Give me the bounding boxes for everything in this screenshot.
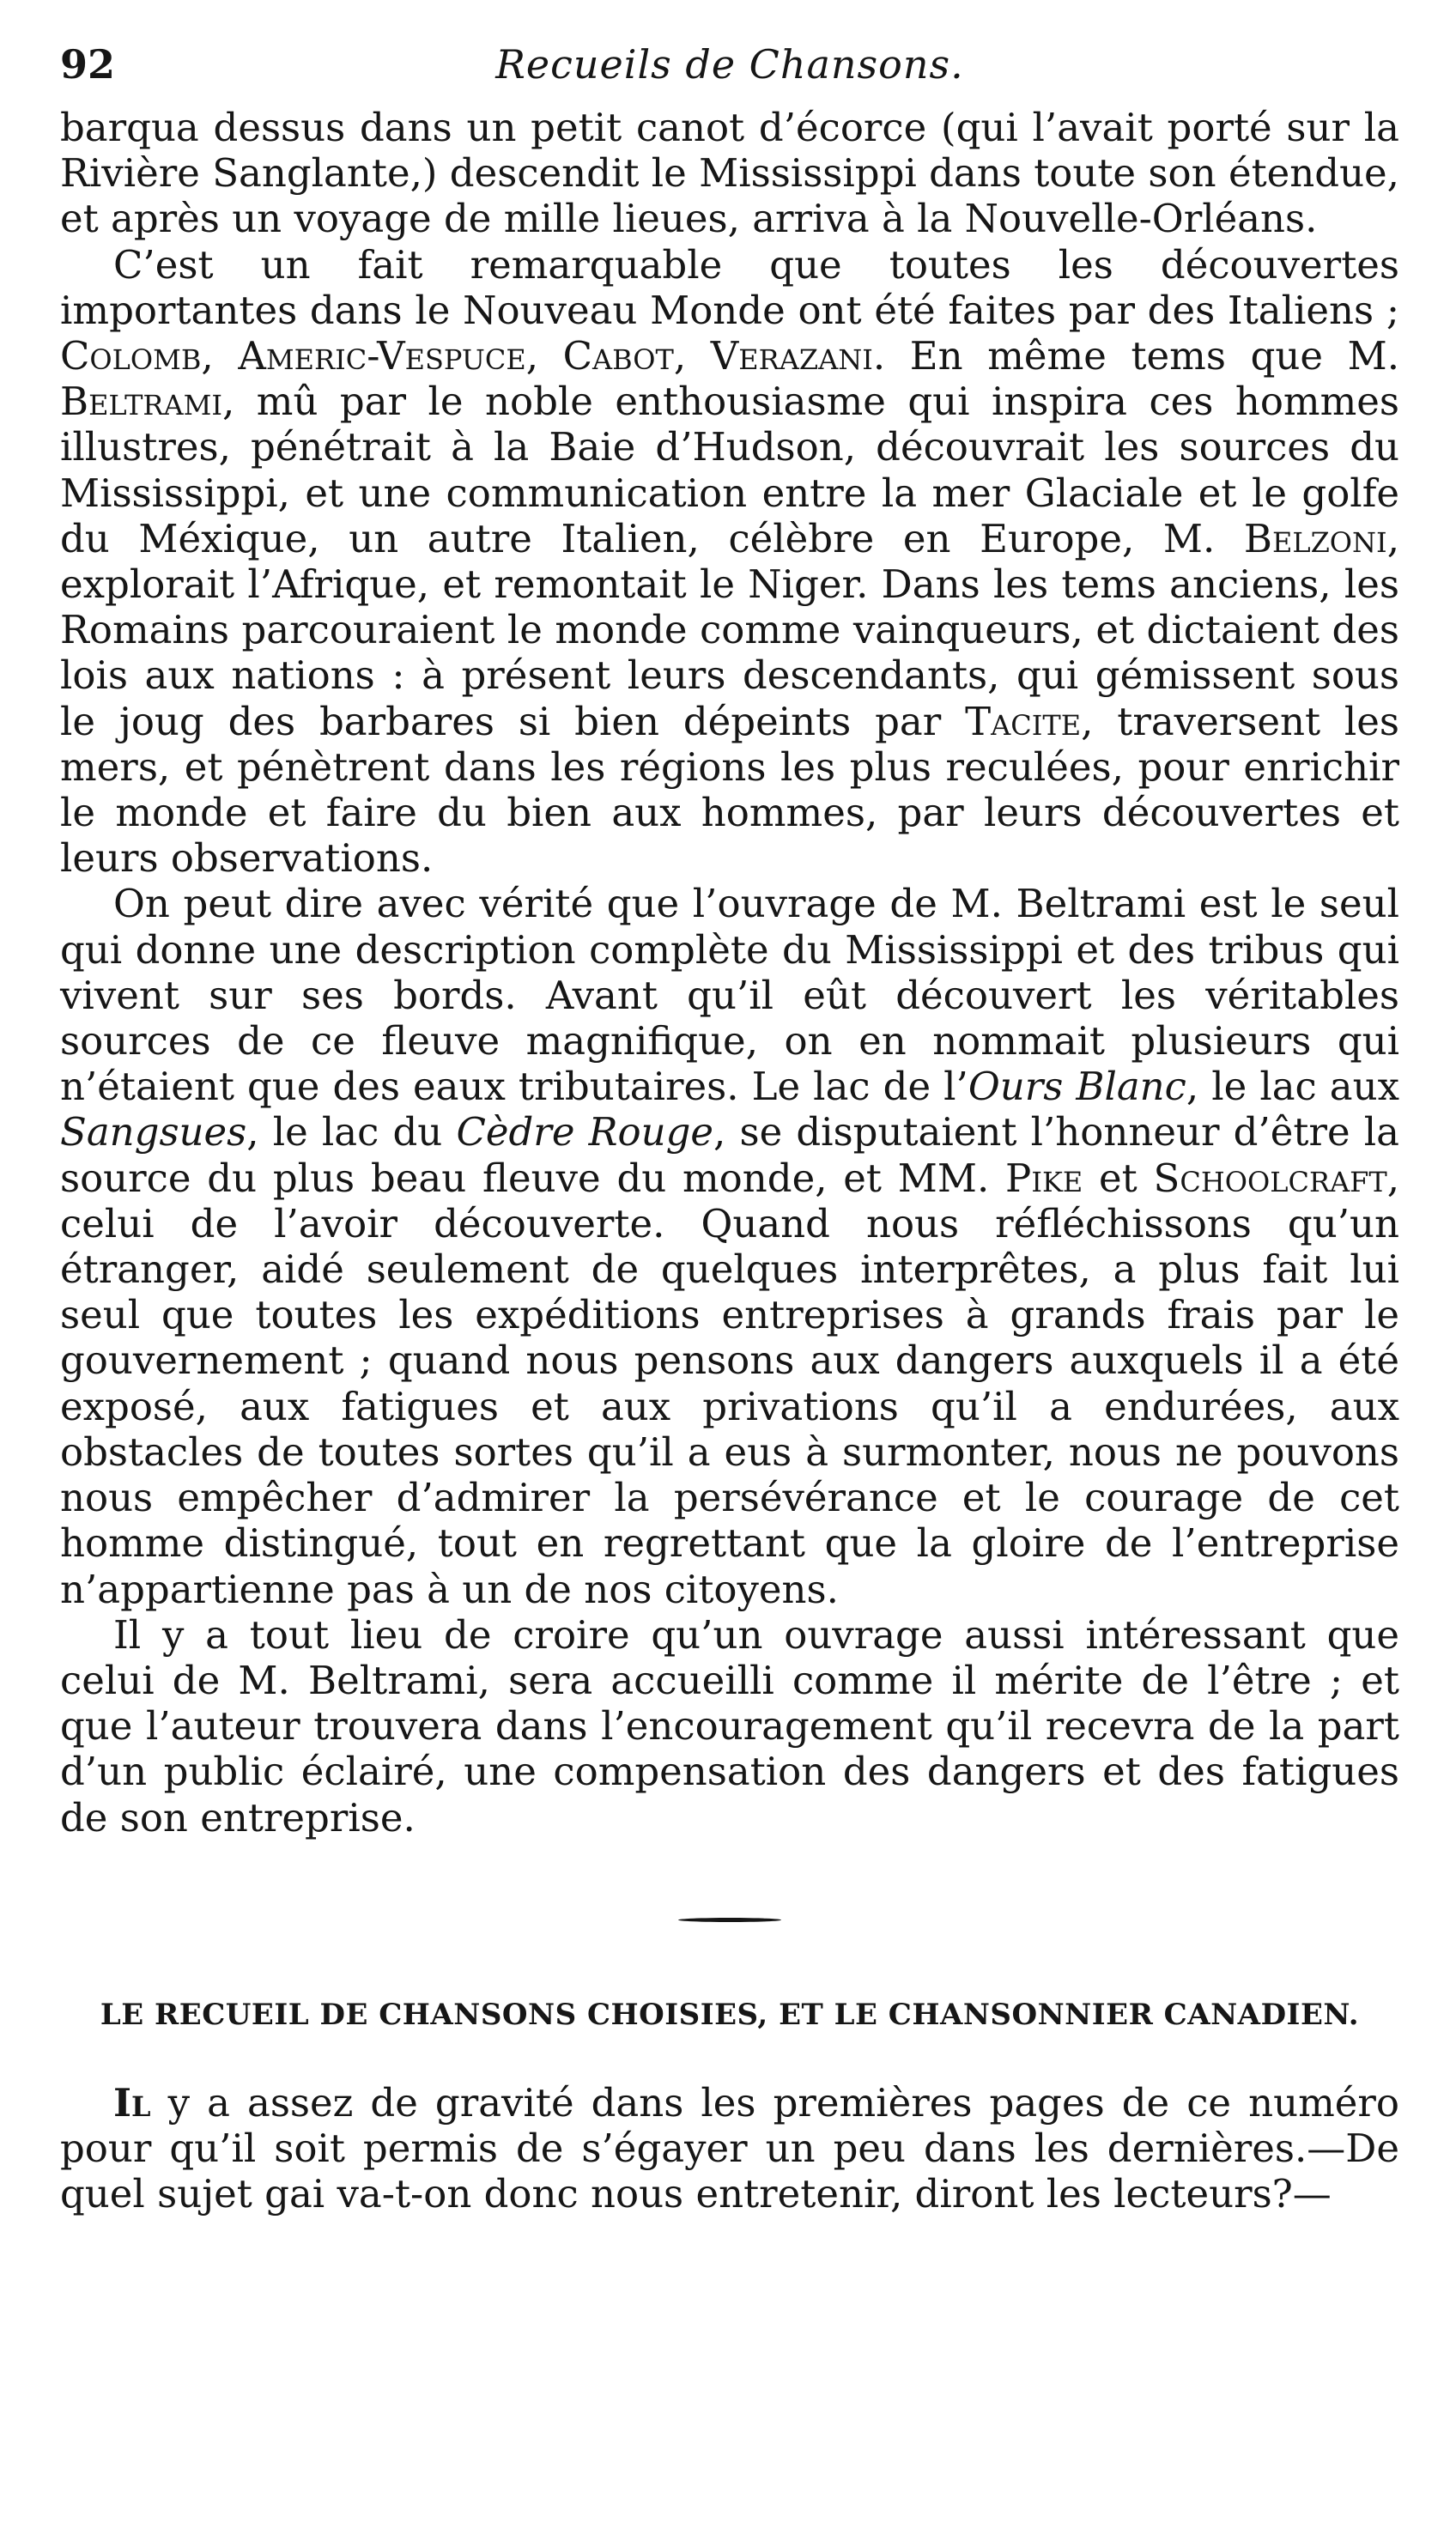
body-text <box>60 105 1399 1841</box>
running-title: Recueils de Chansons. <box>495 41 964 88</box>
running-head <box>60 34 1399 94</box>
name-tacite: Tacite <box>965 698 1082 744</box>
page-number: 92 <box>60 41 116 88</box>
explorer-names: Colomb, Americ-Vespuce, Cabot, Verazani. <box>60 333 886 379</box>
section-lead-word: Il <box>113 2079 151 2126</box>
paragraph-1: barqua dessus dans un petit canot d’écorce (qui l’avait porté sur la Rivière Sanglante,) descendit le Mississippi dans toute son étendue, et après un voyage de mille lieues, arriva à la Nouvelle-Orléans. <box>60 105 1399 242</box>
ornamental-rule <box>678 1918 781 1922</box>
paragraph-4: Il y a tout lieu de croire qu’un ouvrage aussi intéressant que celui de M. Beltrami, sera accueilli comme il mérite de l’être ; et que l’auteur trouvera dans l’encouragement qu’il recevra de la part d’un public éclairé, une compensation des dangers et des fatigues de son entreprise. <box>60 1611 1399 1841</box>
section-paragraph <box>60 2080 1399 2217</box>
paragraph-3 <box>60 881 1399 1611</box>
paragraph-2-text-4: , explorait l’Afrique, et remontait le Niger. Dans les tems anciens, les Romains parcouraient le monde comme vainqueurs, et dictaient des lois aux nations : à présent leurs descendants, qui gémissent sous le joug des barbares si bien dépeints par <box>60 515 1399 744</box>
section-paragraph-text: y a assez de gravité dans les premières pages de ce numéro pour qu’il soit permis de s’égayer un peu dans les dernières.—De quel sujet gai va-t-on donc nous entretenir, diront les lecteurs?— <box>60 2079 1399 2217</box>
paragraph-2 <box>60 242 1399 882</box>
book-page <box>60 34 1399 2507</box>
paragraph-3-text-1: On peut dire avec vérité que l’ouvrage de M. Beltrami est le seul qui donne une description complète du Mississippi et des tribus qui vivent sur ses bords. Avant qu’il eût découvert les véritables sources de ce fleuve magnifique, on en nommait plusieurs qui n’étaient que des eaux tributaires. Le lac de l’ <box>60 881 1399 1110</box>
lake-cedre-rouge: Cèdre Rouge <box>456 1109 714 1155</box>
section-heading: LE RECUEIL DE CHANSONS CHOISIES, ET LE CHANSONNIER CANADIEN. <box>100 1997 1360 2032</box>
paragraph-2-text-5: , traversent les mers, et pénètrent dans les régions les plus reculées, pour enrichir le monde et faire du bien aux hommes, par leurs découvertes et leurs observations. <box>60 698 1400 882</box>
paragraph-3-text-2: , le lac aux <box>1186 1064 1399 1110</box>
section-body <box>60 2080 1399 2217</box>
lake-ours-blanc: Ours Blanc <box>968 1064 1186 1110</box>
paragraph-3-text-6: , celui de l’avoir découverte. Quand nous réfléchissons qu’un étranger, aidé seulement de quelques interprêtes, a plus fait lui seul que toutes les expéditions entreprises à grands frais par le gouvernement ; quand nous pensons aux dangers auxquels il a été exposé, aux fatigues et aux privations qu’il a endurées, aux obstacles de toutes sortes qu’il a eus à surmonter, nous ne pouvons nous empêcher d’admirer la persévérance et le courage de cet homme distingué, tout en regrettant que la gloire de l’entreprise n’appartienne pas à un de nos citoyens. <box>60 1155 1400 1612</box>
paragraph-3-text-4: , se disputaient l’honneur d’être la source du plus beau fleuve du monde, et MM. <box>60 1109 1399 1201</box>
paragraph-2-text-1: C’est un fait remarquable que toutes les découvertes importantes dans le Nouveau Monde ont été faites par des Italiens ; <box>60 241 1399 333</box>
name-schoolcraft: Schoolcraft <box>1153 1155 1387 1201</box>
name-pike: Pike <box>1005 1155 1083 1201</box>
paragraph-3-text-5: et <box>1083 1155 1154 1201</box>
paragraph-2-text-3: , mû par le noble enthousiasme qui inspira ces hommes illustres, pénétrait à la Baie d’Hudson, découvrait les sources du Mississippi, et une communication entre la mer Glaciale et le golfe du Méxique, un autre Italien, célèbre en Europe, M. <box>60 379 1399 561</box>
lake-sangsues: Sangsues <box>60 1109 247 1155</box>
name-beltrami: Beltrami <box>60 379 223 425</box>
paragraph-2-text-2: En même tems que M. <box>885 333 1399 379</box>
paragraph-3-text-3: , le lac du <box>246 1109 457 1155</box>
name-belzoni: Belzoni <box>1243 515 1387 561</box>
